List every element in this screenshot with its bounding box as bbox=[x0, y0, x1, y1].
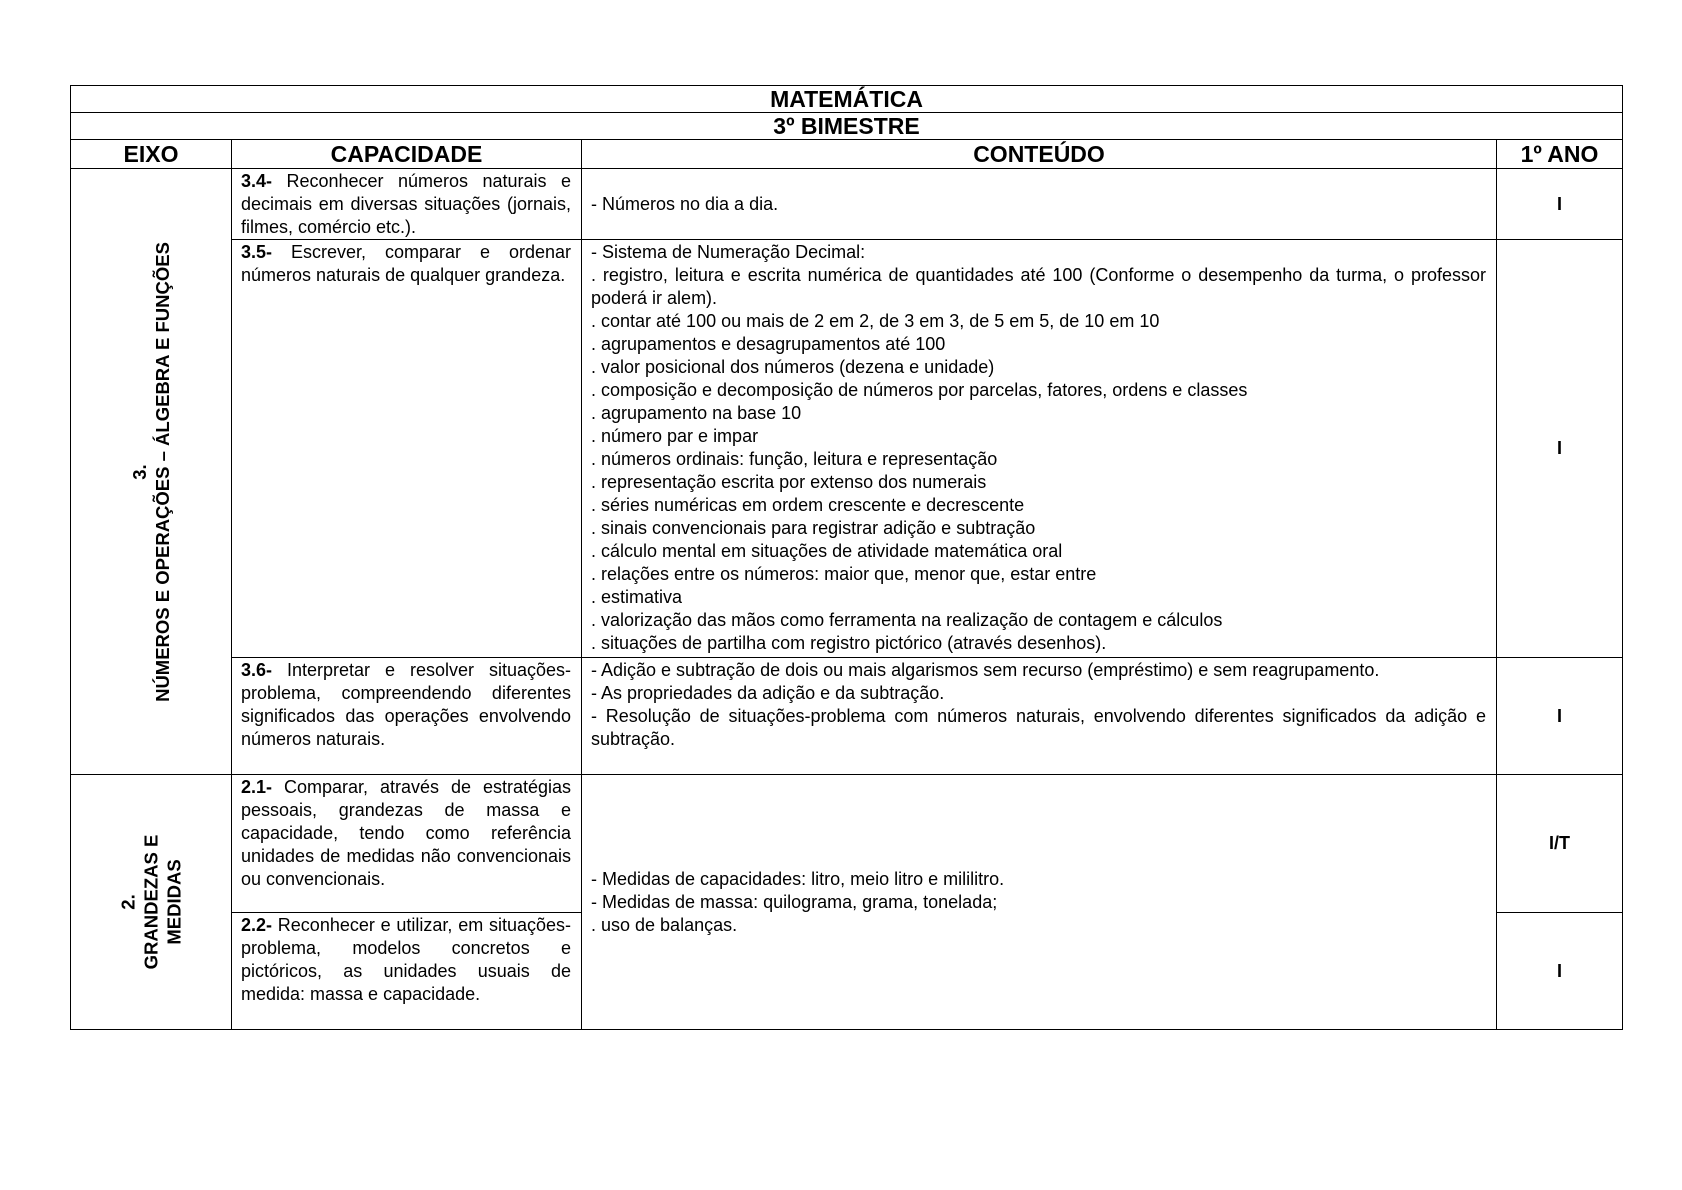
eixo-number: 2. bbox=[117, 894, 139, 910]
conteudo-line: . sinais convencionais para registrar adição e subtração bbox=[591, 518, 1036, 538]
capacidade-code: 2.2- bbox=[241, 915, 273, 935]
ano-cell: I bbox=[1497, 658, 1623, 775]
conteudo-line: . cálculo mental em situações de atividade matemática oral bbox=[591, 541, 1063, 561]
table-row bbox=[71, 775, 1623, 913]
capacidade-code: 2.1- bbox=[241, 777, 273, 797]
conteudo-cell bbox=[582, 169, 1497, 240]
conteudo-line: . valorização das mãos como ferramenta na realização de contagem e cálculos bbox=[591, 610, 1223, 630]
ano-cell: I/T bbox=[1497, 775, 1623, 913]
capacidade-cell bbox=[232, 658, 582, 775]
conteudo-line: . estimativa bbox=[591, 587, 683, 607]
conteudo-line: . uso de balanças. bbox=[591, 915, 738, 935]
capacidade-cell bbox=[232, 913, 582, 1030]
capacidade-text: Comparar, através de estratégias pessoais, grandezas de massa e capacidade, tendo como referência unidades de medidas não convencionais ou convencionais. bbox=[241, 777, 571, 889]
capacidade-text: Reconhecer números naturais e decimais em diversas situações (jornais, filmes, comércio etc.). bbox=[241, 171, 571, 237]
conteudo-cell bbox=[582, 658, 1497, 775]
eixo-vertical-label bbox=[128, 242, 174, 702]
table-subtitle: 3º BIMESTRE bbox=[71, 113, 1623, 140]
conteudo-line: . composição e decomposição de números por parcelas, fatores, ordens e classes bbox=[591, 380, 1248, 400]
table-row bbox=[71, 240, 1623, 658]
capacidade-text: Reconhecer e utilizar, em situações-problema, modelos concretos e pictóricos, as unidades usuais de medida: massa e capacidade. bbox=[241, 915, 571, 1004]
eixo-numeros-operacoes bbox=[71, 169, 232, 775]
conteudo-line: . número par e impar bbox=[591, 426, 759, 446]
conteudo-cell bbox=[582, 240, 1497, 658]
conteudo-line: . séries numéricas em ordem crescente e decrescente bbox=[591, 495, 1025, 515]
ano-cell: I bbox=[1497, 169, 1623, 240]
curriculum-table bbox=[70, 85, 1623, 1030]
conteudo-line: - As propriedades da adição e da subtração. bbox=[591, 683, 945, 703]
conteudo-line: - Adição e subtração de dois ou mais algarismos sem recurso (empréstimo) e sem reagrupamento. bbox=[591, 660, 1380, 680]
capacidade-text: Escrever, comparar e ordenar números naturais de qualquer grandeza. bbox=[241, 242, 571, 285]
capacidade-code: 3.5- bbox=[241, 242, 273, 262]
conteudo-line: . relações entre os números: maior que, menor que, estar entre bbox=[591, 564, 1097, 584]
conteudo-cell bbox=[582, 775, 1497, 1030]
eixo-name: NÚMEROS E OPERAÇÕES – ÁLGEBRA E FUNÇÕES bbox=[152, 241, 173, 702]
conteudo-line: . situações de partilha com registro pictórico (através desenhos). bbox=[591, 633, 1107, 653]
table-title: MATEMÁTICA bbox=[71, 86, 1623, 113]
conteudo-line: - Medidas de massa: quilograma, grama, tonelada; bbox=[591, 892, 998, 912]
conteudo-line: - Medidas de capacidades: litro, meio litro e mililitro. bbox=[591, 869, 1005, 889]
conteudo-line: . agrupamento na base 10 bbox=[591, 403, 802, 423]
table-row bbox=[71, 169, 1623, 240]
conteudo-line: - Números no dia a dia. bbox=[591, 194, 779, 214]
capacidade-cell bbox=[232, 169, 582, 240]
header-capacidade: CAPACIDADE bbox=[232, 140, 582, 169]
eixo-grandezas-medidas bbox=[71, 775, 232, 1030]
conteudo-line: . contar até 100 ou mais de 2 em 2, de 3 em 3, de 5 em 5, de 10 em 10 bbox=[591, 311, 1160, 331]
header-eixo: EIXO bbox=[71, 140, 232, 169]
ano-cell: I bbox=[1497, 913, 1623, 1030]
capacidade-cell bbox=[232, 775, 582, 913]
table-row bbox=[71, 658, 1623, 775]
header-conteudo: CONTEÚDO bbox=[582, 140, 1497, 169]
conteudo-line: . registro, leitura e escrita numérica de quantidades até 100 (Conforme o desempenho da turma, o professor poderá ir alem). bbox=[591, 265, 1486, 308]
conteudo-line: . representação escrita por extenso dos numerais bbox=[591, 472, 987, 492]
conteudo-line: . valor posicional dos números (dezena e unidade) bbox=[591, 357, 995, 377]
eixo-number: 3. bbox=[129, 463, 150, 480]
conteudo-line: . agrupamentos e desagrupamentos até 100 bbox=[591, 334, 946, 354]
header-ano: 1º ANO bbox=[1497, 140, 1623, 169]
conteudo-line: - Resolução de situações-problema com números naturais, envolvendo diferentes significados da adição e subtração. bbox=[591, 706, 1486, 749]
capacidade-code: 3.4- bbox=[241, 171, 273, 191]
eixo-name: MEDIDAS bbox=[163, 859, 185, 945]
ano-cell: I bbox=[1497, 240, 1623, 658]
conteudo-line: . números ordinais: função, leitura e representação bbox=[591, 449, 998, 469]
capacidade-text: Interpretar e resolver situações-problema, compreendendo diferentes significados das operações envolvendo números naturais. bbox=[241, 660, 571, 749]
eixo-name: GRANDEZAS E bbox=[140, 834, 162, 970]
capacidade-code: 3.6- bbox=[241, 660, 273, 680]
conteudo-line: - Sistema de Numeração Decimal: bbox=[591, 242, 866, 262]
capacidade-cell bbox=[232, 240, 582, 658]
eixo-vertical-label bbox=[117, 835, 186, 970]
